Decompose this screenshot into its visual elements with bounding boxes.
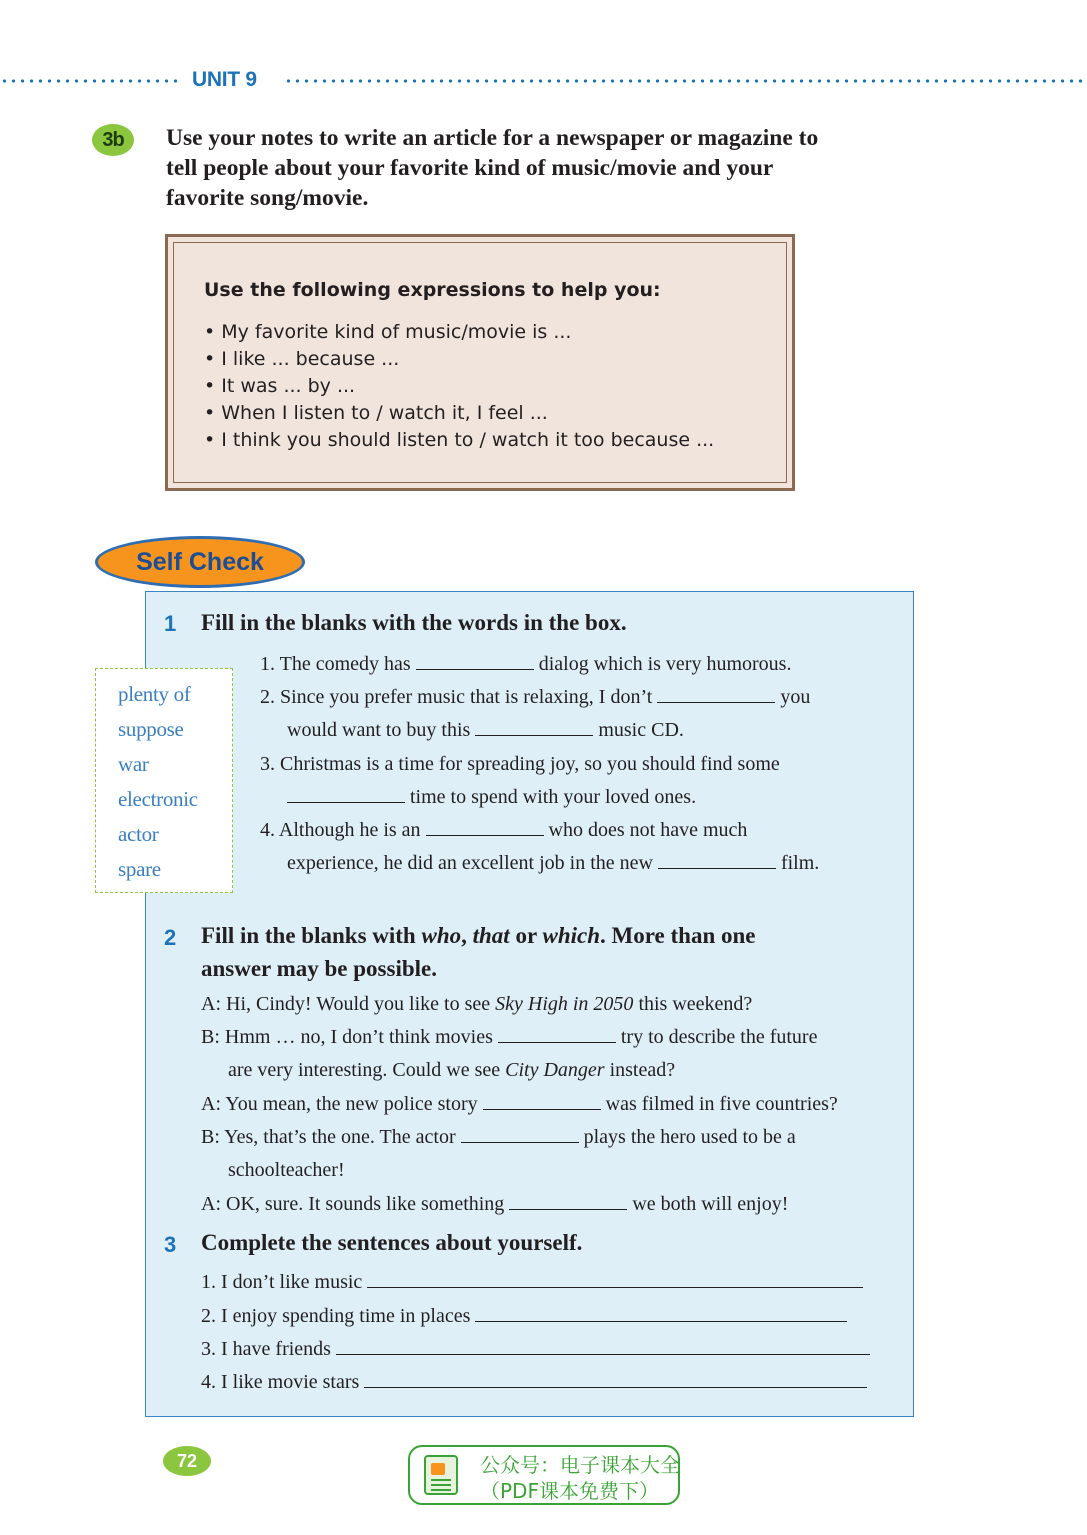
text: A: Hi, Cindy! Would you like to see	[201, 993, 496, 1015]
word-item: actor	[118, 822, 159, 846]
instruction-line: favorite song/movie.	[166, 185, 369, 211]
text: time to spend with your loved ones.	[410, 786, 697, 808]
dialog-line	[201, 1188, 788, 1221]
expression-item: • It was ... by ...	[204, 373, 714, 400]
q1-line	[260, 814, 747, 847]
text: film.	[780, 852, 820, 874]
answer-blank[interactable]	[483, 1092, 601, 1110]
self-check-heading: Self Check	[95, 536, 305, 588]
expression-item: • When I listen to / watch it, I feel ...	[204, 400, 714, 427]
text: 2. Since you prefer music that is relaxing, I don’t	[260, 686, 653, 708]
answer-line[interactable]	[364, 1370, 867, 1388]
text: we both will enjoy!	[632, 1193, 789, 1215]
question-3-title: Complete the sentences about yourself.	[201, 1230, 583, 1255]
unit-title: UNIT 9	[192, 68, 257, 91]
expressions-box	[165, 234, 795, 491]
text: this weekend?	[633, 993, 753, 1015]
question-2-title-line2: answer may be possible.	[201, 956, 437, 981]
expressions-list	[204, 319, 714, 454]
expression-item: • I think you should listen to / watch it too because ...	[204, 427, 714, 454]
text: who does not have much	[548, 819, 748, 841]
expressions-title: Use the following expressions to help you:	[204, 279, 661, 301]
q3-line	[201, 1333, 870, 1366]
q3-line	[201, 1366, 867, 1399]
q3-line	[201, 1300, 847, 1333]
dotted-rule-left	[0, 79, 182, 83]
dialog-line	[228, 1054, 675, 1087]
text: try to describe the future	[620, 1026, 818, 1048]
text: Sky High in 2050	[495, 993, 634, 1015]
dialog-line	[201, 988, 752, 1021]
text: schoolteacher!	[228, 1159, 345, 1181]
answer-line[interactable]	[367, 1270, 863, 1288]
word-item: plenty of	[118, 682, 191, 706]
stamp-text: 公众号：电子课本大全	[480, 1453, 680, 1477]
text: or	[509, 923, 543, 948]
answer-blank[interactable]	[416, 652, 534, 670]
text: A: You mean, the new police story	[201, 1093, 478, 1115]
word-item: electronic	[118, 787, 198, 811]
answer-line[interactable]	[336, 1337, 870, 1355]
word-box	[95, 668, 233, 893]
instruction-line: Use your notes to write an article for a newspaper or magazine to	[166, 125, 819, 151]
answer-blank[interactable]	[657, 685, 775, 703]
text: dialog which is very humorous.	[538, 653, 792, 675]
expression-item: • I like ... because ...	[204, 346, 714, 373]
dialog-line	[228, 1154, 345, 1187]
question-number-2: 2	[164, 925, 177, 950]
word-item: suppose	[118, 717, 184, 741]
question-number-3: 3	[164, 1232, 177, 1257]
dotted-rule-right	[284, 79, 1087, 83]
watermark-stamp	[408, 1445, 680, 1505]
text: 4. I like movie stars	[201, 1371, 360, 1393]
text: was filmed in five countries?	[605, 1093, 838, 1115]
text: which	[542, 923, 601, 948]
instruction-3b	[166, 123, 926, 213]
answer-blank[interactable]	[287, 785, 405, 803]
text: 1. The comedy has	[260, 653, 411, 675]
q3-line	[201, 1266, 863, 1299]
text: ,	[461, 923, 473, 948]
stamp-text: （PDF课本免费下）	[480, 1479, 659, 1503]
badge-3b: 3b	[92, 124, 134, 156]
page-number: 72	[163, 1446, 211, 1476]
answer-blank[interactable]	[461, 1125, 579, 1143]
text: you	[780, 686, 811, 708]
text: experience, he did an excellent job in the new	[287, 852, 653, 874]
question-number-1: 1	[164, 611, 177, 636]
text: B: Yes, that’s the one. The actor	[201, 1126, 456, 1148]
text: City Danger	[505, 1059, 605, 1081]
q1-line	[287, 847, 819, 880]
answer-blank[interactable]	[426, 818, 544, 836]
word-item: spare	[118, 857, 161, 881]
word-item: war	[118, 752, 149, 776]
q1-line	[287, 781, 696, 814]
question-1-title: Fill in the blanks with the words in the box.	[201, 610, 627, 635]
q1-line	[260, 648, 791, 681]
q1-line	[260, 748, 780, 781]
q1-line	[287, 714, 684, 747]
dialog-line	[201, 1088, 838, 1121]
answer-blank[interactable]	[498, 1025, 616, 1043]
text: 3. I have friends	[201, 1338, 331, 1360]
text: B: Hmm … no, I don’t think movies	[201, 1026, 493, 1048]
text: that	[472, 923, 510, 948]
dialog-line	[201, 1021, 817, 1054]
expression-item: • My favorite kind of music/movie is ...	[204, 319, 714, 346]
instruction-line: tell people about your favorite kind of music/movie and your	[166, 155, 774, 181]
text: 4. Although he is an	[260, 819, 421, 841]
text: Fill in the blanks with	[201, 923, 422, 948]
text: 2. I enjoy spending time in places	[201, 1305, 471, 1327]
text: 3. Christmas is a time for spreading joy, so you should find some	[260, 753, 780, 775]
text: music CD.	[598, 719, 684, 741]
unit-header	[0, 66, 1087, 96]
answer-line[interactable]	[475, 1304, 847, 1322]
text: 1. I don’t like music	[201, 1271, 363, 1293]
word-list	[118, 677, 198, 887]
text: plays the hero used to be a	[583, 1126, 796, 1148]
text: who	[421, 923, 462, 948]
answer-blank[interactable]	[658, 851, 776, 869]
answer-blank[interactable]	[475, 718, 593, 736]
dialog-line	[201, 1121, 796, 1154]
text: are very interesting. Could we see	[228, 1059, 506, 1081]
q1-line	[260, 681, 810, 714]
question-2-title	[201, 920, 755, 952]
book-icon	[424, 1455, 458, 1495]
text: would want to buy this	[287, 719, 471, 741]
text: A: OK, sure. It sounds like something	[201, 1193, 505, 1215]
answer-blank[interactable]	[509, 1192, 627, 1210]
text: . More than one	[600, 923, 756, 948]
text: instead?	[604, 1059, 676, 1081]
